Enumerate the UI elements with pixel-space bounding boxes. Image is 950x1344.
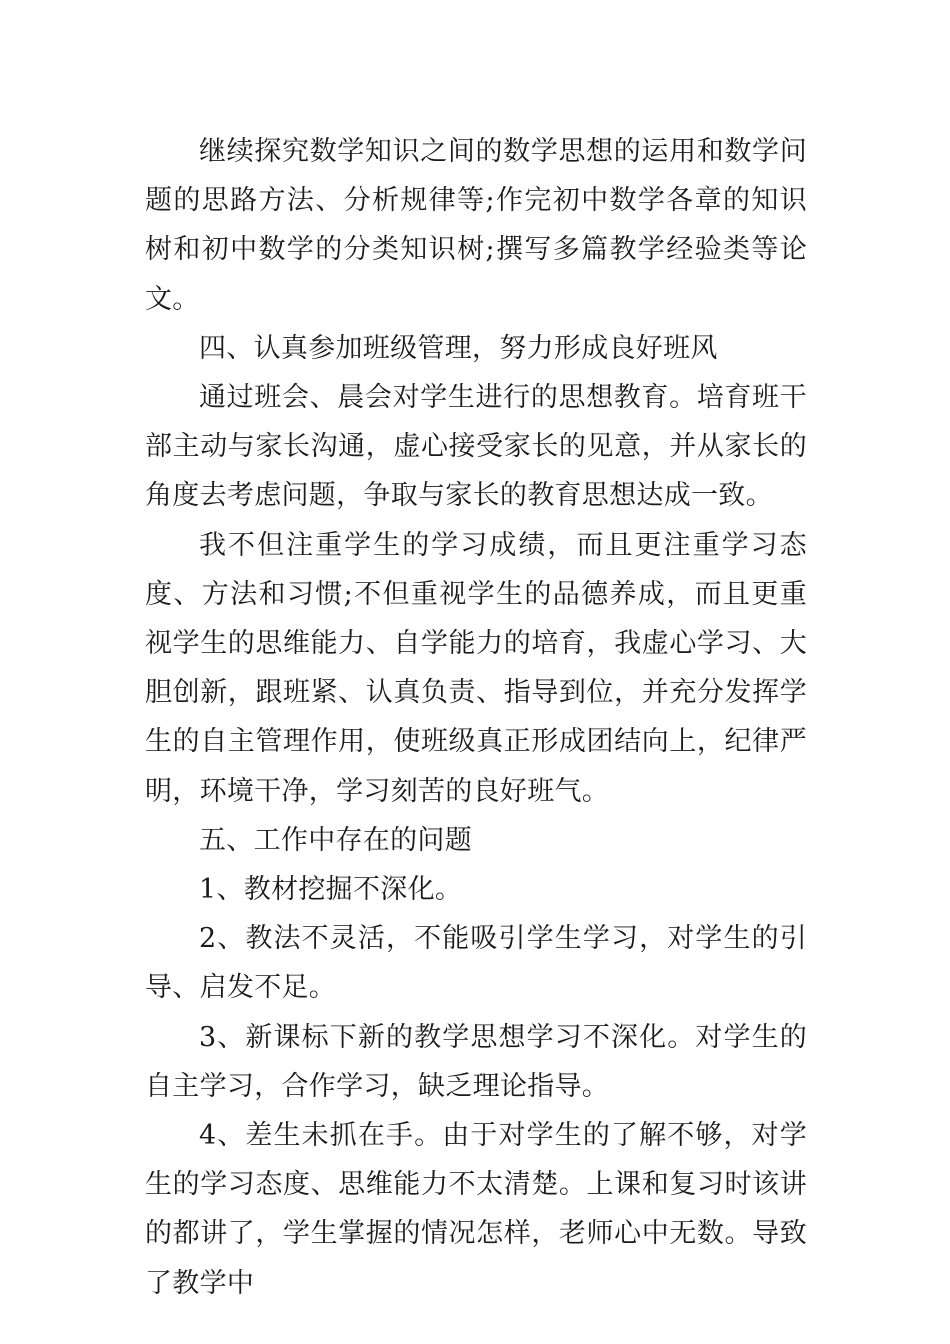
list-item-problem-4: 4、差生未抓在手。由于对学生的了解不够，对学生的学习态度、思维能力不太清楚。上课和复习时该讲的都讲了，学生掌握的情况怎样，老师心中无数。导致了教学中: [145, 1120, 807, 1299]
section-heading-problems: 五、工作中存在的问题: [199, 824, 472, 856]
list-item-problem-2: 2、教法不灵活，不能吸引学生学习，对学生的引导、启发不足。: [145, 923, 807, 1004]
list-item-problem-1: 1、教材挖掘不深化。: [199, 874, 463, 906]
document-body: [145, 127, 807, 1308]
paragraph-student-development: 我不但注重学生的学习成绩，而且更注重学习态度、方法和习惯;不但重视学生的品德养成，而且更重视学生的思维能力、自学能力的培育，我虚心学习、大胆创新，跟班紧、认真负责、指导到位，并充分发挥学生的自主管理作用，使班级真正形成团结向上，纪律严明，环境干净，学习刻苦的良好班气。: [145, 529, 807, 807]
section-heading-class-management: 四、认真参加班级管理，努力形成良好班风: [199, 332, 718, 364]
list-item-problem-3: 3、新课标下新的教学思想学习不深化。对学生的自主学习，合作学习，缺乏理论指导。: [145, 1021, 807, 1102]
paragraph-research: 继续探究数学知识之间的数学思想的运用和数学问题的思路方法、分析规律等;作完初中数学各章的知识树和初中数学的分类知识树;撰写多篇教学经验类等论文。: [145, 136, 807, 315]
paragraph-class-meetings: 通过班会、晨会对学生进行的思想教育。培育班干部主动与家长沟通，虚心接受家长的见意，并从家长的角度去考虑问题，争取与家长的教育思想达成一致。: [145, 382, 807, 512]
